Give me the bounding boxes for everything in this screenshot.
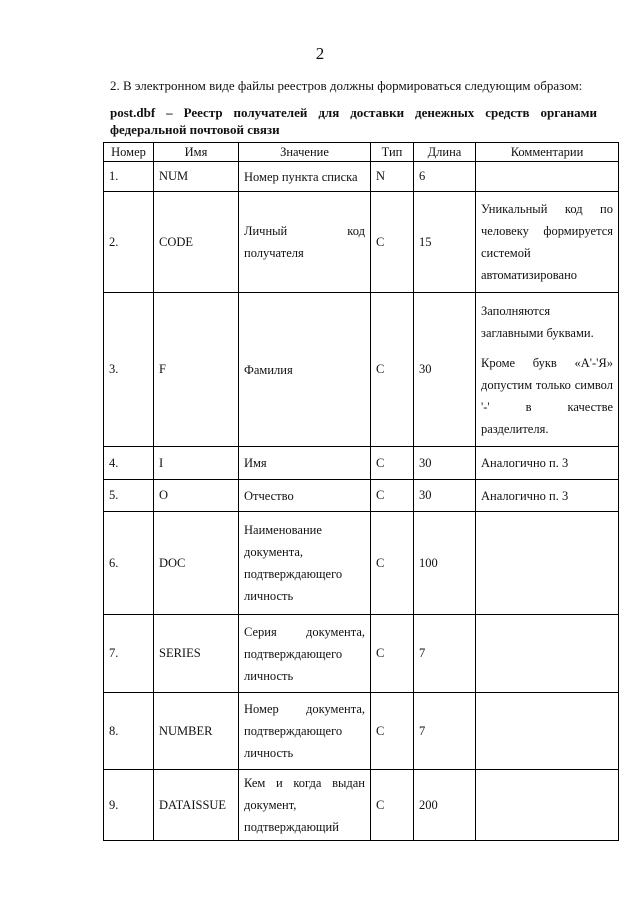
cell-comment: [476, 192, 619, 293]
table-header-row: [104, 143, 619, 162]
cell-number: 7.: [104, 615, 154, 693]
cell-comment: [476, 162, 619, 192]
comment-text: Аналогично п. 3: [481, 456, 569, 470]
cell-type: C: [371, 693, 414, 770]
page-number: 2: [315, 44, 325, 63]
cell-number: 4.: [104, 447, 154, 480]
cell-value: Отчество: [239, 480, 371, 512]
header-cell-length: Длина: [414, 143, 476, 162]
cell-value: Личный код получателя: [239, 192, 371, 293]
cell-number: 5.: [104, 480, 154, 512]
cell-length: 100: [414, 512, 476, 615]
cell-name: CODE: [154, 192, 239, 293]
heading-word: для: [318, 105, 340, 120]
cell-number: 8.: [104, 693, 154, 770]
comment-text: Аналогично п. 3: [481, 488, 569, 503]
header-cell-value: Значение: [239, 143, 371, 162]
cell-name: I: [154, 447, 239, 480]
comment-text: Заполняются заглавными буквами.: [481, 303, 594, 340]
cell-name: NUMBER: [154, 693, 239, 770]
header-cell-type: Тип: [371, 143, 414, 162]
cell-value: Фамилия: [239, 293, 371, 447]
cell-value: Серия документа, подтверждающего личность: [239, 615, 371, 693]
comment-text: Кроме букв «А'-'Я» допустим только символ '-' в качестве разделителя.: [481, 355, 613, 436]
table-row: [104, 480, 619, 512]
cell-name: O: [154, 480, 239, 512]
header-cell-comments: Комментарии: [476, 143, 619, 162]
cell-length: 15: [414, 192, 476, 293]
cell-length: 30: [414, 447, 476, 480]
registry-heading: [110, 104, 597, 138]
cell-number: 2.: [104, 192, 154, 293]
heading-word: органами: [540, 105, 597, 120]
cell-type: C: [371, 293, 414, 447]
cell-type: C: [371, 615, 414, 693]
heading-line-2: федеральной почтовой связи: [110, 122, 280, 137]
cell-length: 200: [414, 770, 476, 841]
cell-length: 6: [414, 162, 476, 192]
cell-name: NUM: [154, 162, 239, 192]
cell-value: Номер пункта списка: [239, 162, 371, 192]
cell-comment: [476, 770, 619, 841]
cell-length: 7: [414, 693, 476, 770]
heading-word: получателей: [233, 105, 308, 120]
table-row: [104, 447, 619, 480]
heading-word: Реестр: [183, 105, 223, 120]
cell-type: C: [371, 192, 414, 293]
heading-word: доставки: [350, 105, 405, 120]
table-row: [104, 192, 619, 293]
registry-table: [103, 142, 619, 841]
cell-name: F: [154, 293, 239, 447]
cell-value: Наименование документа, подтверждающего личность: [239, 512, 371, 615]
cell-comment: [476, 693, 619, 770]
heading-word: –: [166, 105, 173, 120]
cell-type: C: [371, 512, 414, 615]
cell-length: 30: [414, 480, 476, 512]
table-row: [104, 770, 619, 841]
cell-number: 3.: [104, 293, 154, 447]
cell-length: 30: [414, 293, 476, 447]
cell-number: 9.: [104, 770, 154, 841]
heading-word: денежных: [415, 105, 475, 120]
header-cell-name: Имя: [154, 143, 239, 162]
cell-name: SERIES: [154, 615, 239, 693]
cell-value: Кем и когда выдан документ, подтверждающий: [239, 770, 371, 841]
heading-line-1: [110, 104, 597, 121]
cell-number: 6.: [104, 512, 154, 615]
cell-type: C: [371, 447, 414, 480]
cell-name: DOC: [154, 512, 239, 615]
table-row: [104, 693, 619, 770]
table-row: [104, 162, 619, 192]
cell-type: C: [371, 770, 414, 841]
cell-length: 7: [414, 615, 476, 693]
cell-type: N: [371, 162, 414, 192]
table-row: [104, 512, 619, 615]
cell-value: Номер документа, подтверждающего личность: [239, 693, 371, 770]
cell-comment: [476, 447, 619, 480]
cell-comment: [476, 615, 619, 693]
heading-word: post.dbf: [110, 105, 156, 120]
table-row: [104, 615, 619, 693]
cell-name: DATAISSUE: [154, 770, 239, 841]
intro-text: 2. В электронном виде файлы реестров должны формироваться следующим образом:: [110, 78, 583, 93]
cell-value: Имя: [239, 447, 371, 480]
cell-type: C: [371, 480, 414, 512]
cell-comment: [476, 480, 619, 512]
comment-text: Уникальный код по человеку формируется системой автоматизировано: [481, 202, 613, 282]
cell-comment: [476, 293, 619, 447]
cell-comment: [476, 512, 619, 615]
table-row: [104, 293, 619, 447]
header-cell-number: Номер: [104, 143, 154, 162]
cell-number: 1.: [104, 162, 154, 192]
heading-word: средств: [485, 105, 530, 120]
